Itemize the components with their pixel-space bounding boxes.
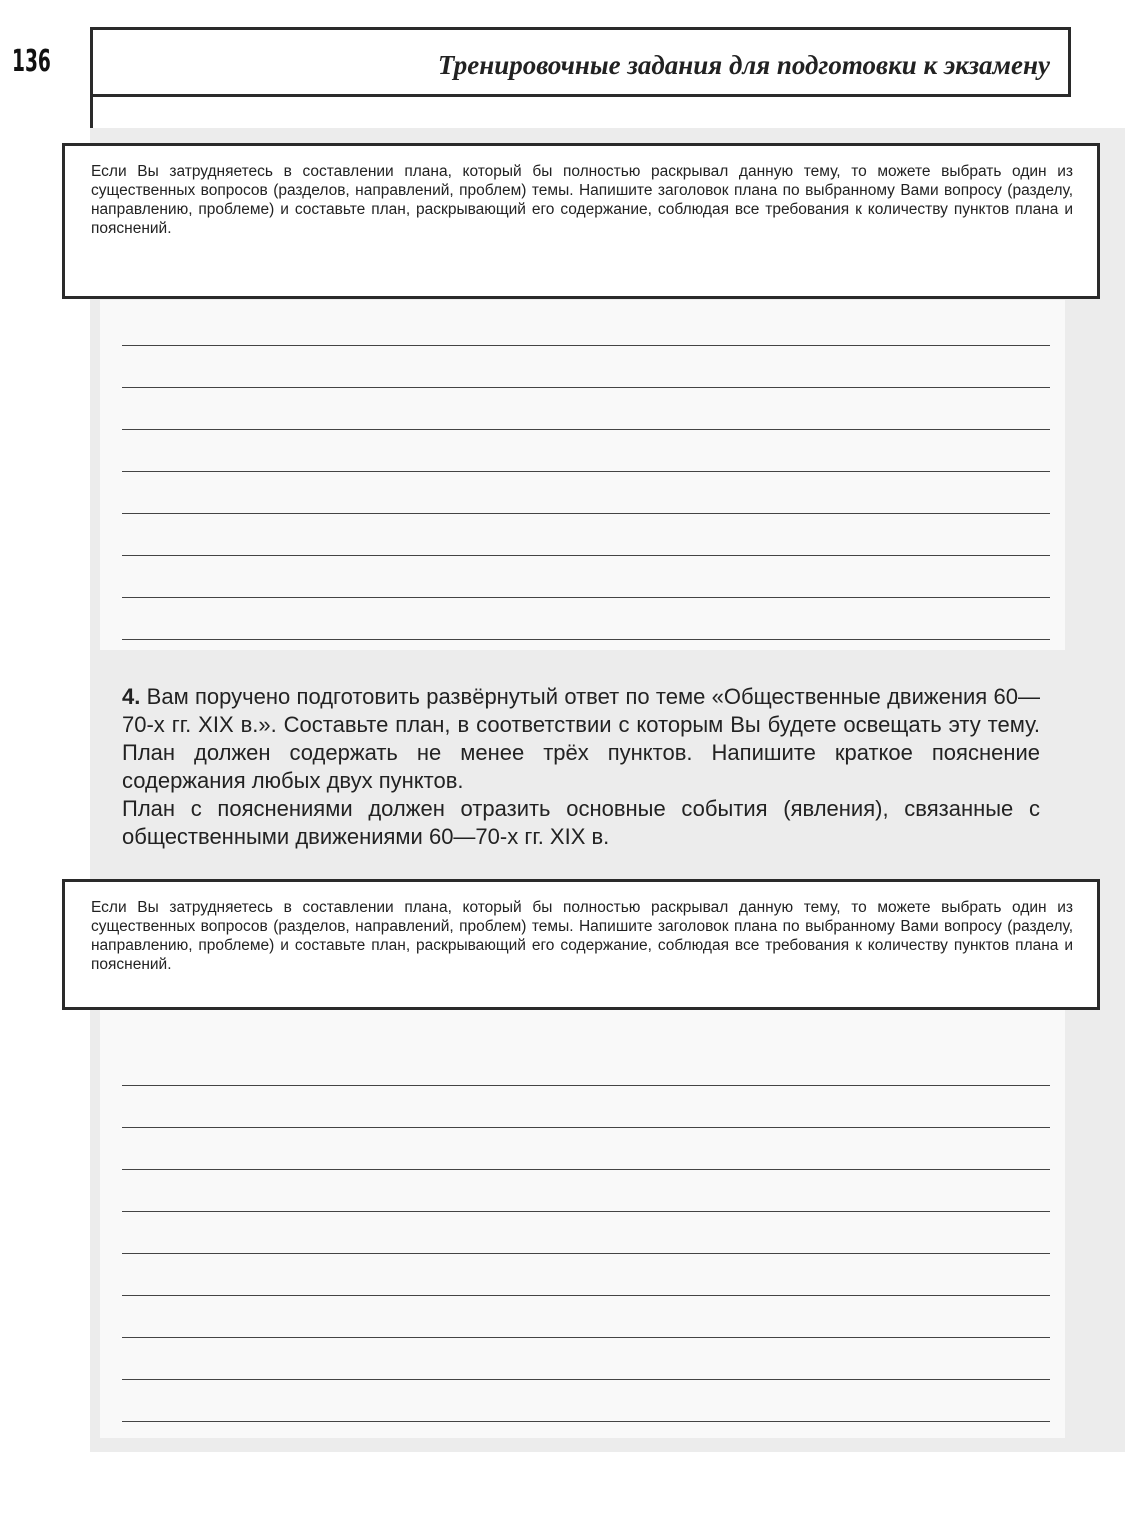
answer-line[interactable] bbox=[122, 639, 1050, 640]
answer-line[interactable] bbox=[122, 513, 1050, 514]
answer-line[interactable] bbox=[122, 597, 1050, 598]
answer-line[interactable] bbox=[122, 429, 1050, 430]
running-header-title: Тренировочные задания для подготовки к экзамену bbox=[437, 50, 1050, 80]
instruction-box-2 bbox=[62, 879, 1100, 1010]
answer-line[interactable] bbox=[122, 387, 1050, 388]
page-number: 136 bbox=[12, 44, 51, 79]
answer-line[interactable] bbox=[122, 1085, 1050, 1086]
answer-line[interactable] bbox=[122, 345, 1050, 346]
answer-line[interactable] bbox=[122, 1337, 1050, 1338]
answer-line[interactable] bbox=[122, 1211, 1050, 1212]
answer-line[interactable] bbox=[122, 1127, 1050, 1128]
task-4 bbox=[122, 683, 1040, 851]
instruction-text-2: Если Вы затрудняетесь в составлении плана, который бы полностью раскрывал данную тему, то можете выбрать один из существенных вопросов (разделов, направлений, проблем) темы. Напишите заголовок плана по выбранному Вами вопросу (разделу, направлению, проблеме) и составьте план, раскрывающий его содержание, соблюдая все требования к количеству пунктов плана и пояснений. bbox=[91, 899, 1073, 973]
answer-line[interactable] bbox=[122, 1421, 1050, 1422]
task-4-number: 4. bbox=[122, 684, 141, 709]
answer-line[interactable] bbox=[122, 555, 1050, 556]
answer-line[interactable] bbox=[122, 471, 1050, 472]
answer-line[interactable] bbox=[122, 1295, 1050, 1296]
task-4-requirement: План с пояснениями должен отразить основные события (явления), связанные с общественными движениями 60—70-х гг. XIX в. bbox=[122, 796, 1040, 849]
task-4-statement bbox=[122, 683, 1040, 795]
answer-line[interactable] bbox=[122, 1169, 1050, 1170]
margin-rule bbox=[90, 97, 93, 129]
task-4-text: Вам поручено подготовить развёрнутый ответ по теме «Общественные движения 60—70-х гг. XIX в.». Составьте план, в соответствии с которым Вы будете освещать эту тему. План должен содержать не менее трёх пунктов. Напишите краткое пояснение содержания любых двух пунктов. bbox=[122, 684, 1040, 793]
answer-lines-1 bbox=[122, 345, 1050, 681]
answer-line[interactable] bbox=[122, 1379, 1050, 1380]
answer-lines-2 bbox=[122, 1085, 1050, 1463]
answer-line[interactable] bbox=[122, 1253, 1050, 1254]
running-header bbox=[90, 27, 1071, 97]
instruction-box-1 bbox=[62, 143, 1100, 299]
instruction-text-1: Если Вы затрудняетесь в составлении плана, который бы полностью раскрывал данную тему, то можете выбрать один из существенных вопросов (разделов, направлений, проблем) темы. Напишите заголовок плана по выбранному Вами вопросу (разделу, направлению, проблеме) и составьте план, раскрывающий его содержание, соблюдая все требования к количеству пунктов плана и пояснений. bbox=[91, 163, 1073, 237]
